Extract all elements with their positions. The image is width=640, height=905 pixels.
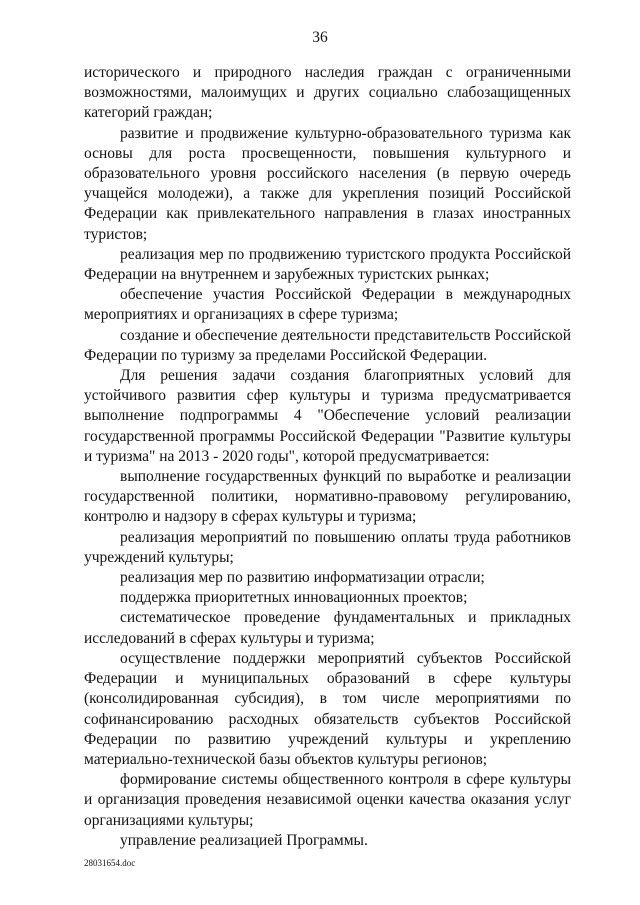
- paragraph: реализация мер по продвижению туристского продукта Российской Федерации на внутреннем и зарубежных туристских рынках;: [84, 245, 571, 284]
- footer-filename: 28031654.doc: [84, 858, 136, 868]
- paragraph: реализация мер по развитию информатизации отрасли;: [120, 569, 485, 587]
- paragraph: исторического и природного наследия граждан с ограниченными возможностями, малоимущих и других социально слабозащищенных категорий граждан;: [84, 64, 571, 122]
- paragraph: выполнение государственных функций по выработке и реализации государственной политики, нормативно-правовому регулированию, контролю и надзору в сферах культуры и туризма;: [84, 468, 571, 526]
- page-number: 36: [312, 29, 328, 46]
- paragraph: реализация мероприятий по повышению оплаты труда работников учреждений культуры;: [84, 528, 571, 566]
- paragraph: Для решения задачи создания благоприятных условий для устойчивого развития сфер культуры и туризма предусматривается выполнение подпрограммы 4 "Обеспечение условий реализации государственной программы Российской Федерации "Развитие культуры и туризма" на 2013 - 2020 годы", которой предусматривается:: [84, 367, 571, 465]
- paragraph: поддержка приоритетных инновационных проектов;: [120, 589, 468, 607]
- paragraph: развитие и продвижение культурно-образовательного туризма как основы для роста просвещенности, повышения культурного и образовательного уровня российского населения (в первую очередь учащейся молодежи), а также для укрепления позиций Российской Федерации как привлекательного направления в глазах иностранных туристов;: [84, 124, 571, 243]
- paragraph: систематическое проведение фундаментальных и прикладных исследований в сферах культуры и туризма;: [84, 609, 571, 647]
- paragraph: создание и обеспечение деятельности представительств Российской Федерации по туризму за пределами Российской Федерации.: [84, 326, 571, 364]
- paragraph: обеспечение участия Российской Федерации в международных мероприятиях и организациях в сфере туризма;: [84, 286, 571, 324]
- paragraph: формирование системы общественного контроля в сфере культуры и организация проведения независимой оценки качества оказания услуг организациями культуры;: [84, 771, 571, 829]
- paragraph: осуществление поддержки мероприятий субъектов Российской Федерации и муниципальных образований в сфере культуры (консолидированная субсидия), в том числе мероприятиями по софинансированию расходных обязательств субъектов Российской Федерации по развитию учреждений культуры и укреплению материально-технической базы объектов культуры регионов;: [84, 649, 571, 768]
- document-body: [84, 63, 571, 851]
- paragraph: управление реализацией Программы.: [120, 831, 368, 849]
